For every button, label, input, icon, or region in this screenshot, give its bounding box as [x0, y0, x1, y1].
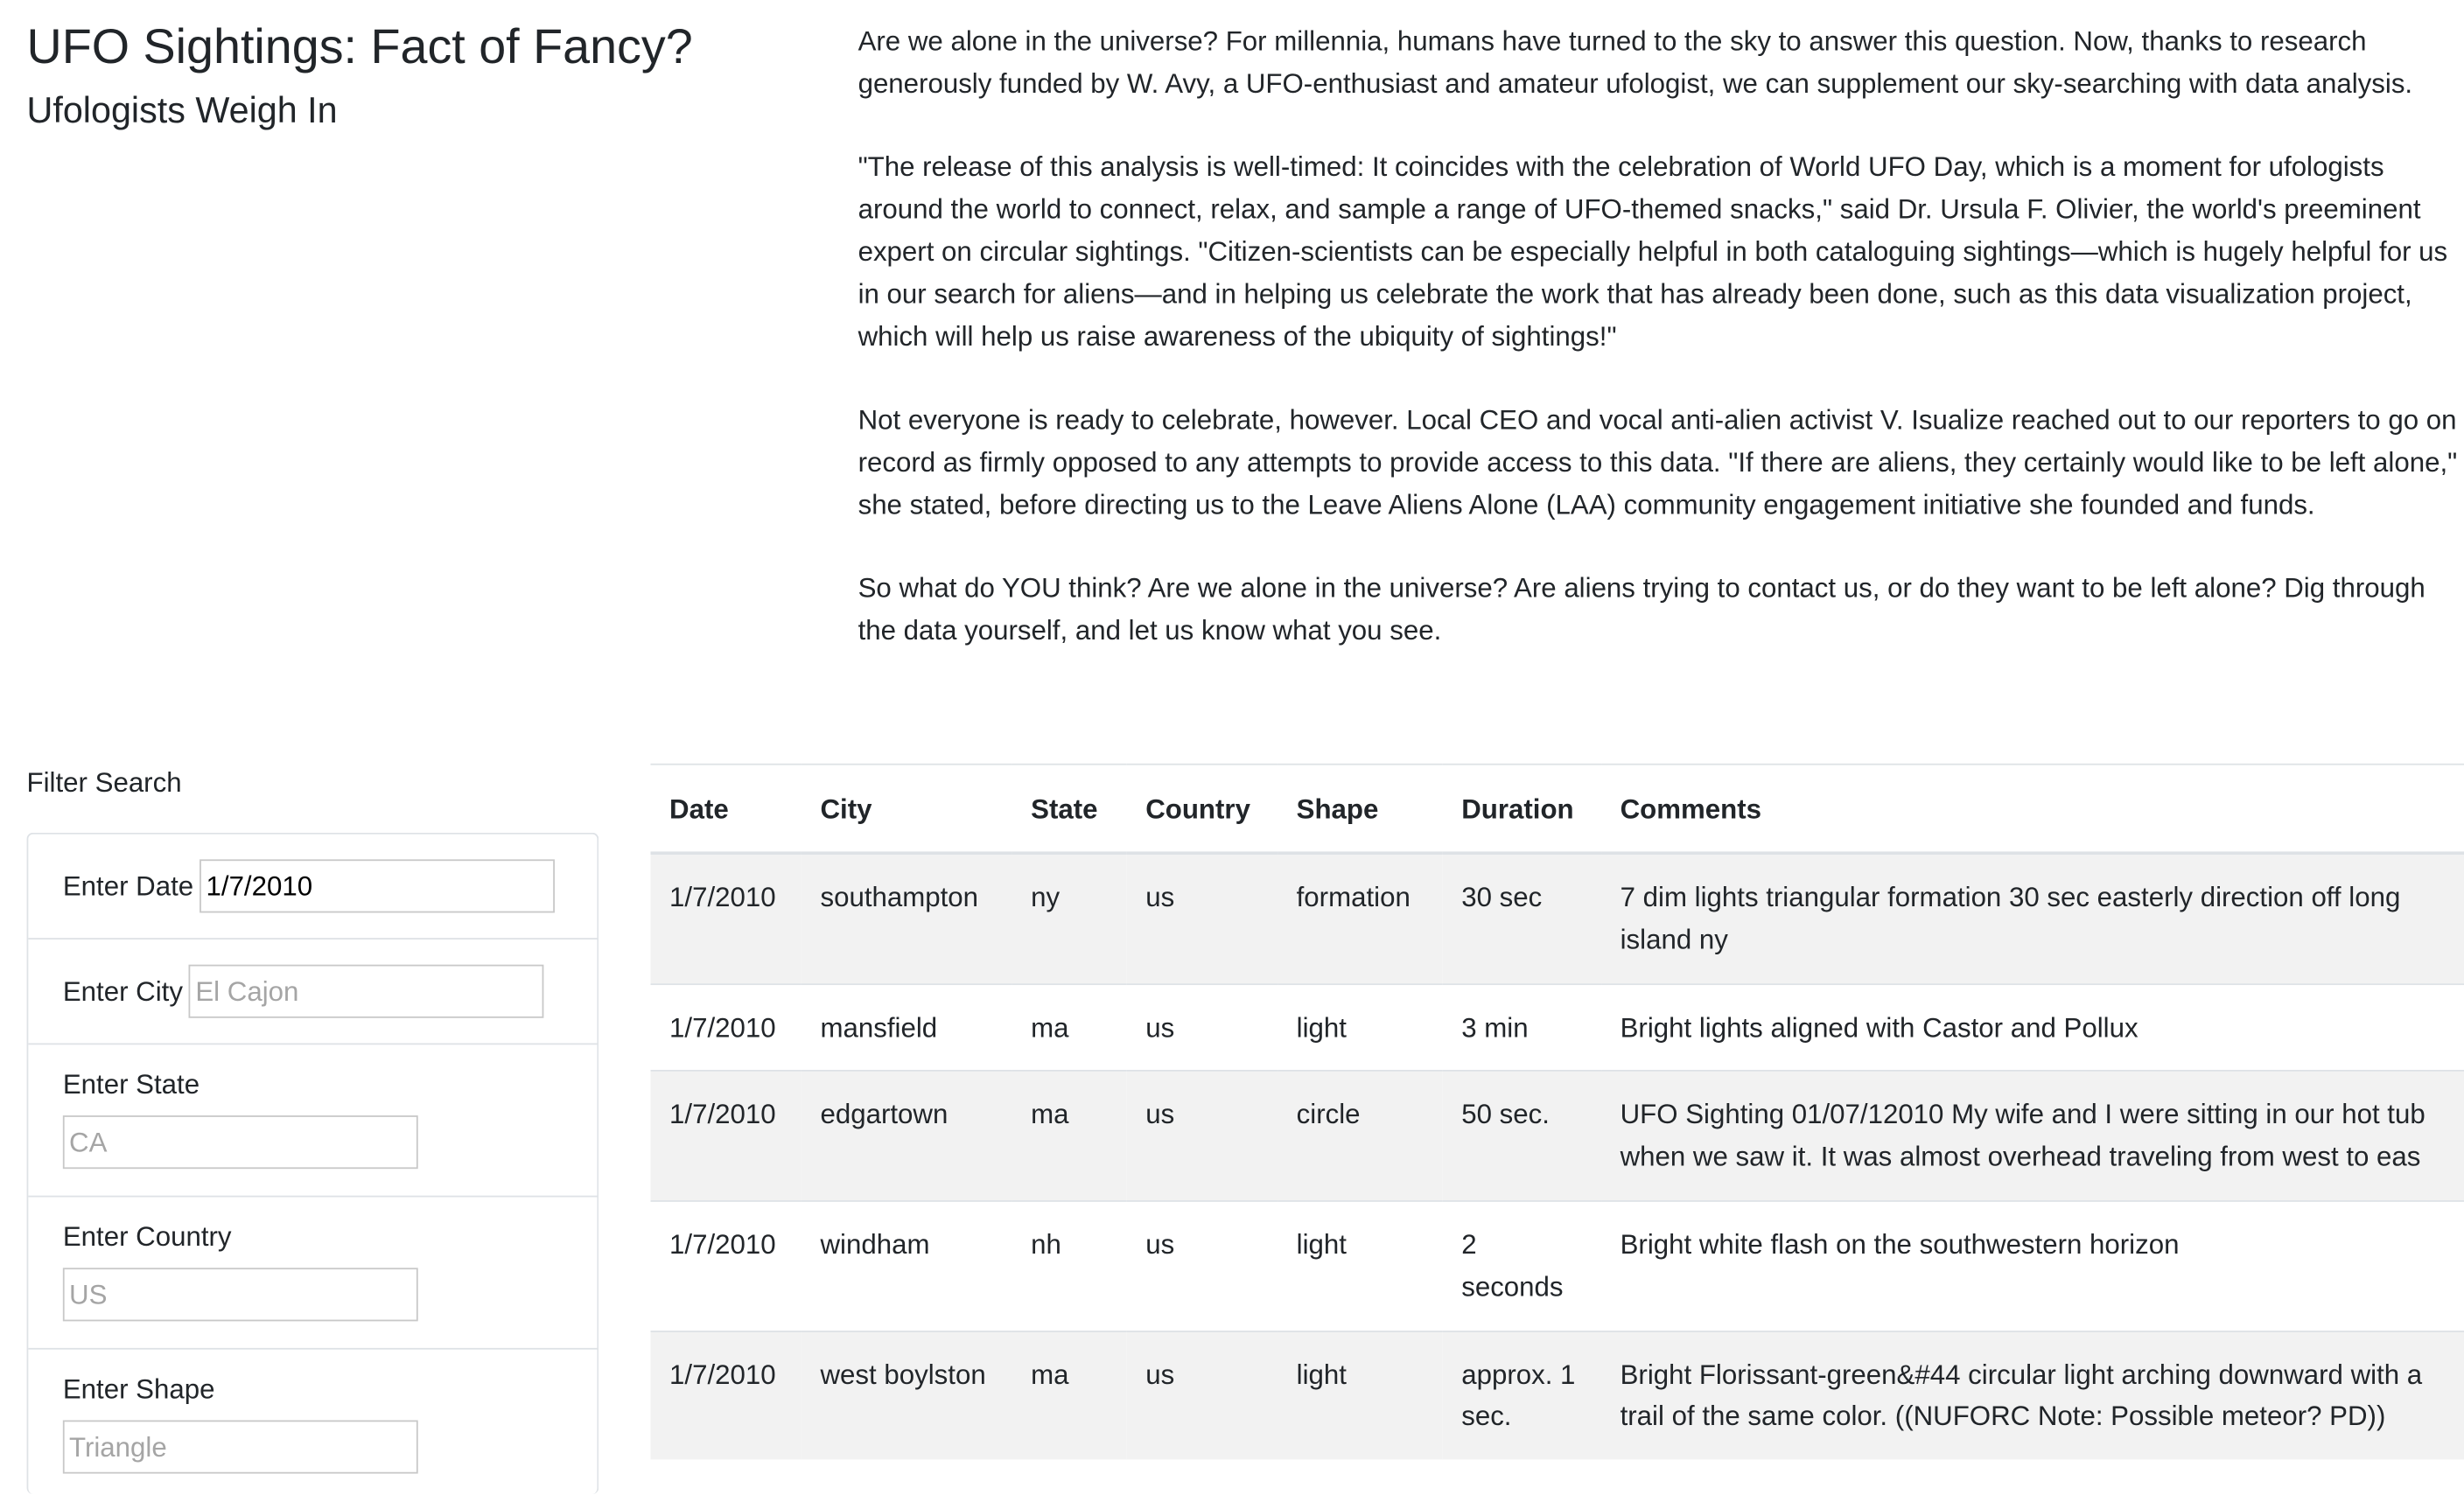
- cell-shape: light: [1278, 1201, 1443, 1331]
- page-subtitle: Ufologists Weigh In: [26, 89, 338, 131]
- cell-country: us: [1127, 1072, 1278, 1201]
- cell-duration: approx. 1 sec.: [1443, 1331, 1601, 1459]
- cell-duration: 3 min: [1443, 983, 1601, 1071]
- cell-duration: 30 sec: [1443, 853, 1601, 983]
- column-header-city: City: [802, 765, 1012, 853]
- cell-comments: UFO Sighting 01/07/12010 My wife and I were sitting in our hot tub when we saw it. It was almost overhead traveling from west to eas: [1601, 1072, 2464, 1201]
- intro-paragraph: Are we alone in the universe? For millennia, humans have turned to the sky to answer this question. Now, thanks to research generously funded by W. Avy, a UFO-enthusiast and amateur ufologist, we can supplement our sky-searching with data analysis.: [858, 24, 2413, 99]
- filter-panel: [27, 833, 599, 1494]
- state-input[interactable]: [63, 1115, 418, 1169]
- column-header-shape: Shape: [1278, 765, 1443, 853]
- cell-city: windham: [802, 1201, 1012, 1331]
- table-row: [651, 983, 2464, 1071]
- cell-state: ny: [1012, 853, 1127, 983]
- country-input[interactable]: [63, 1268, 418, 1321]
- table-row: [651, 1331, 2464, 1459]
- filter-date: [28, 835, 597, 940]
- cell-city: southampton: [802, 853, 1012, 983]
- city-label: Enter City: [62, 975, 183, 1007]
- column-header-date: Date: [651, 765, 802, 853]
- cell-city: mansfield: [802, 983, 1012, 1071]
- page-title: UFO Sightings: Fact of Fancy?: [26, 18, 693, 74]
- column-header-country: Country: [1127, 765, 1278, 853]
- cell-state: ma: [1012, 1331, 1127, 1459]
- table-row: [651, 1072, 2464, 1201]
- filter-city: [28, 940, 597, 1044]
- cell-city: edgartown: [802, 1072, 1012, 1201]
- cell-shape: formation: [1278, 853, 1443, 983]
- cell-duration: 2 seconds: [1443, 1201, 1601, 1331]
- cell-comments: Bright lights aligned with Castor and Pollux: [1601, 983, 2464, 1071]
- column-header-comments: Comments: [1601, 765, 2464, 853]
- filter-country: [28, 1197, 597, 1349]
- column-header-duration: Duration: [1443, 765, 1601, 853]
- cell-state: ma: [1012, 1072, 1127, 1201]
- shape-input[interactable]: [63, 1421, 418, 1474]
- state-label: Enter State: [62, 1068, 200, 1100]
- cell-comments: 7 dim lights triangular formation 30 sec easterly direction off long island ny: [1601, 853, 2464, 983]
- cell-country: us: [1127, 853, 1278, 983]
- country-label: Enter Country: [62, 1220, 232, 1253]
- cell-date: 1/7/2010: [651, 983, 802, 1071]
- filter-state: [28, 1044, 597, 1197]
- cell-state: ma: [1012, 983, 1127, 1071]
- date-label: Enter Date: [62, 870, 194, 901]
- date-input[interactable]: [200, 859, 555, 912]
- cell-country: us: [1127, 983, 1278, 1071]
- cell-duration: 50 sec.: [1443, 1072, 1601, 1201]
- table-row: [651, 853, 2464, 983]
- cell-date: 1/7/2010: [651, 1331, 802, 1459]
- intro-paragraph: "The release of this analysis is well-timed: It coincides with the celebration of World UFO Day, which is a moment for ufologists around the world to connect, relax, and sample a range of UFO-themed snacks," said Dr. Ursula F. Olivier, the world's preeminent expert on circular sightings. "Citizen-scientists can be especially helpful in both cataloguing sightings—which is hugely helpful for us in our search for aliens—and in helping us celebrate the work that has already been done, such as this data visualization project, which will help us raise awareness of the ubiquity of sightings!": [858, 151, 2448, 352]
- cell-country: us: [1127, 1201, 1278, 1331]
- intro-paragraph: Not everyone is ready to celebrate, however. Local CEO and vocal anti-alien activist V. Isualize reached out to our reporters to go on record as firmly opposed to any attempts to provide access to this data. "If there are aliens, they certainly would like to be left alone," she stated, before directing us to the Leave Aliens Alone (LAA) community engagement initiative she founded and funds.: [858, 403, 2458, 520]
- cell-shape: circle: [1278, 1072, 1443, 1201]
- cell-date: 1/7/2010: [651, 1072, 802, 1201]
- cell-comments: Bright Florissant-green&#44 circular light arching downward with a trail of the same color. ((NUFORC Note: Possible meteor? PD)): [1601, 1331, 2464, 1459]
- intro-article: [858, 20, 2461, 694]
- city-input[interactable]: [189, 965, 544, 1018]
- sightings-table: [651, 764, 2464, 1460]
- cell-state: nh: [1012, 1201, 1127, 1331]
- cell-country: us: [1127, 1331, 1278, 1459]
- cell-date: 1/7/2010: [651, 1201, 802, 1331]
- table-header-row: [651, 765, 2464, 853]
- table-row: [651, 1201, 2464, 1331]
- filter-search-heading: Filter Search: [26, 766, 182, 799]
- cell-comments: Bright white flash on the southwestern horizon: [1601, 1201, 2464, 1331]
- cell-city: west boylston: [802, 1331, 1012, 1459]
- intro-paragraph: So what do YOU think? Are we alone in the universe? Are aliens trying to contact us, or do they want to be left alone? Dig through the data yourself, and let us know what you see.: [858, 572, 2426, 646]
- column-header-state: State: [1012, 765, 1127, 853]
- cell-date: 1/7/2010: [651, 853, 802, 983]
- cell-shape: light: [1278, 983, 1443, 1071]
- shape-label: Enter Shape: [62, 1373, 215, 1405]
- cell-shape: light: [1278, 1331, 1443, 1459]
